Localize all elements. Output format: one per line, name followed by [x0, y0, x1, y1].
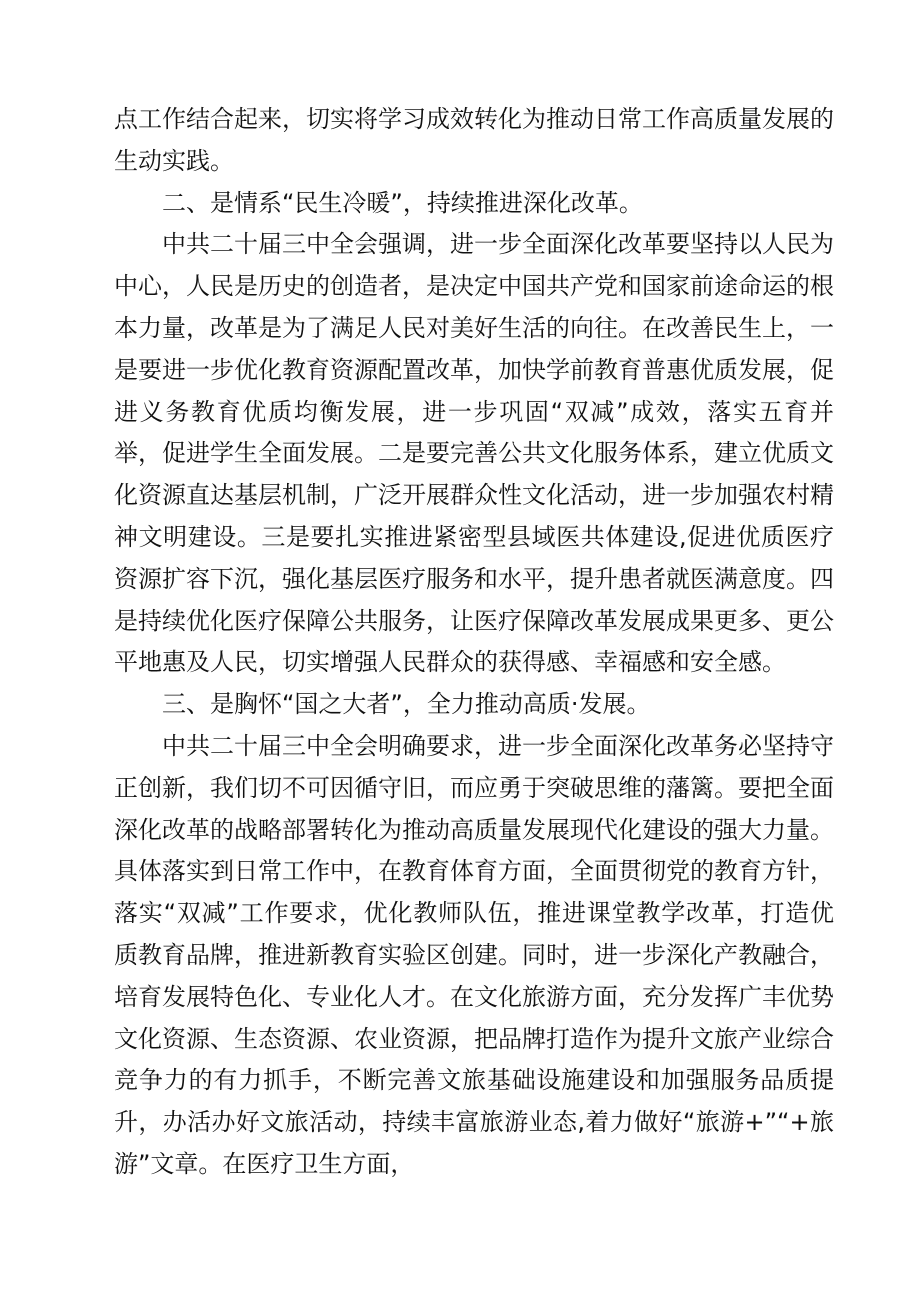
paragraph-continuation: 点工作结合起来，切实将学习成效转化为推动日常工作高质量发展的生动实践。 — [114, 105, 834, 175]
section-heading-three: 三、是胸怀“国之大者”，全力推动高质·发展。 — [162, 690, 651, 719]
paragraph-livelihood-reform: 中共二十届三中全会强调，进一步全面深化改革要坚持以人民为中心，人民是历史的创造者，是决定中国共产党和国家前途命运的根本力量，改革是为了满足人民对美好生活的向往。在改善民生上，一是要进一步优化教育资源配置改革，加快学前教育普惠优质发展，促进义务教育优质均衡发展，进一步巩固“双减”成效，落实五育并举，促进学生全面发展。二是要完善公共文化服务体系，建立优质文化资源直达基层机制，广泛开展群众性文化活动，进一步加强农村精神文明建设。三是要扎实推进紧密型县域医共体建设,促进优质医疗资源扩容下沉，强化基层医疗服务和水平，提升患者就医满意度。四是持续优化医疗保障公共服务，让医疗保障改革发展成果更多、更公平地惠及人民，切实增强人民群众的获得感、幸福感和安全感。 — [114, 230, 834, 677]
paragraph-high-quality-development: 中共二十届三中全会明确要求，进一步全面深化改革务必坚持守正创新，我们切不可因循守旧，而应勇于突破思维的藩篱。要把全面深化改革的战略部署转化为推动高质量发展现代化建设的强大力量。具体落实到日常工作中，在教育体育方面，全面贯彻党的教育方针，落实“双减”工作要求，优化教师队伍，推进课堂教学改革，打造优质教育品牌，推进新教育实验区创建。同时，进一步深化产教融合，培育发展特色化、专业化人才。在文化旅游方面，充分发挥广丰优势文化资源、生态资源、农业资源，把品牌打造作为提升文旅产业综合竞争力的有力抓手，不断完善文旅基础设施建设和加强服务品质提升，办活办好文旅活动，持续丰富旅游业态,着力做好“旅游+”“+旅游”文章。在医疗卫生方面， — [114, 731, 834, 1178]
document-body — [114, 99, 834, 1186]
section-heading-two: 二、是情系“民生冷暖”，持续推进深化改革。 — [162, 188, 643, 217]
